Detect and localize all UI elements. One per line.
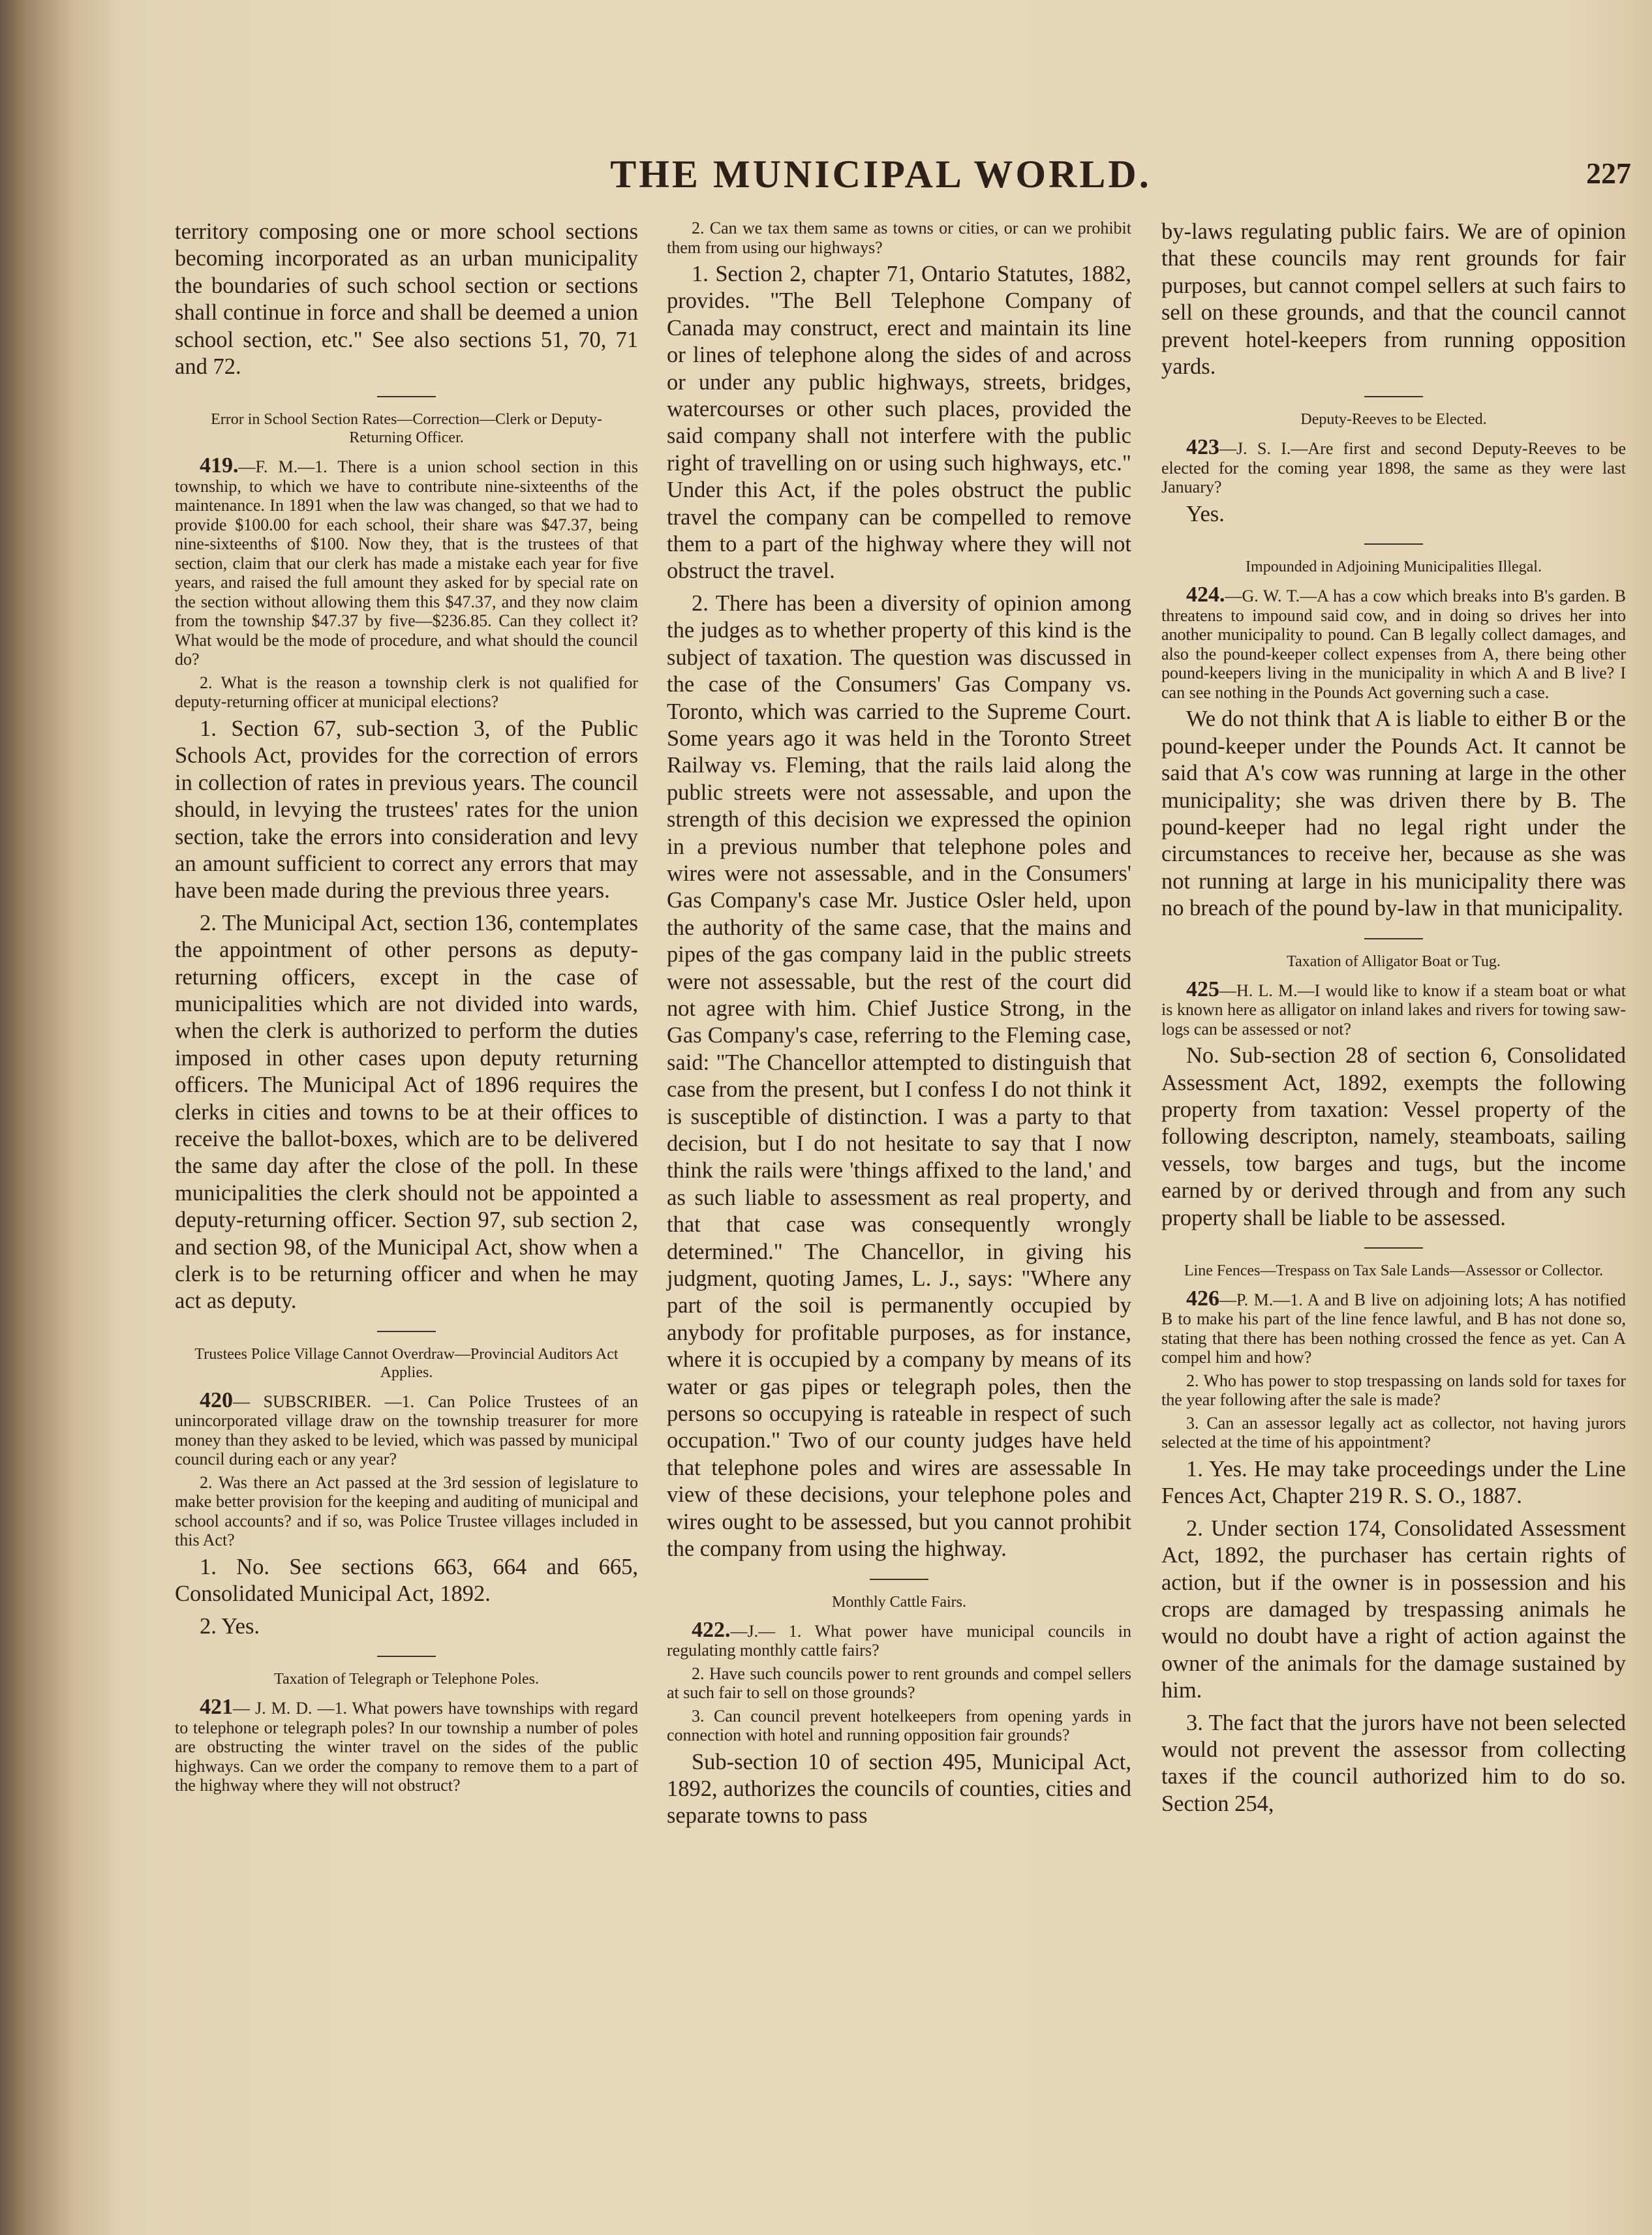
- page-title: THE MUNICIPAL WORLD.: [610, 153, 1152, 196]
- paragraph: territory composing one or more school sections becoming incorporated as an urban municipality the boundaries of such school section or sections shall continue in force and shall be deemed a union school section, etc." See also sections 51, 70, 71 and 72.: [175, 219, 638, 380]
- section-heading: Line Fences—Trespass on Tax Sale Lands—Assessor or Collector.: [1184, 1262, 1604, 1279]
- question-number: 423: [1186, 435, 1219, 460]
- answer: 3. The fact that the jurors have not been selected would not prevent the assessor from collecting taxes if the council authorized him to do so. Section 254,: [1161, 1710, 1626, 1816]
- answer: 2. There has been a diversity of opinion among the judges as to whether property of this kind is the subject of taxation. The question was discussed in the case of the Consumers' Gas Company vs. Toronto, which was carried to the Supreme Court. Some years ago it was held in the Toronto Street Railway vs. Fleming, that the rails laid along the public streets were not assessable, and upon the strength of this decision we expressed the opinion in a previous number that telephone poles and wires were not assessable, and in the Consumers' Gas Company's case Mr. Justice Osler held, upon the authority of the same case, that the mains and pipes of the gas company laid in the public streets were not assessable, but the rest of the court did not agree with him. Chief Justice Strong, in the Gas Company's case, referring to the Fleming case, said: "The Chancellor attempted to distinguish that case from the present, but I confess I do not think it is susceptible of distinction. I was a party to that decision, but I do not hesitate to say that I now think the rails were 'things affixed to the land,' and as such liable to assessment as real property, and that that case was consequently wrongly determined." The Chancellor, in giving his judgment, quoting James, L. J., says: "Where any part of the soil is permanently occupied by anybody for profitable purposes, as for instance, where it is occupied by a company by means of its water or gas pipes or telegraph poles, then the persons so occupying is rateable in respect of such occupation." Two of our county judges have held that telephone poles and wires are assessable In view of these decisions, your telephone poles and wires ought to be assessed, but you cannot prohibit the company from using the highway.: [667, 590, 1131, 1562]
- answer: 1. No. See sections 663, 664 and 665, Consolidated Municipal Act, 1892.: [175, 1554, 638, 1607]
- question-number: 420: [200, 1388, 233, 1412]
- question: [1161, 585, 1626, 702]
- question: [175, 453, 638, 669]
- question: 2. Have such councils power to rent grounds and compel sellers at such fair to sell on those grounds?: [667, 1664, 1131, 1702]
- question: [175, 1388, 638, 1469]
- question: 2. Who has power to stop trespassing on lands sold for taxes for the year following after the sale is made?: [1161, 1371, 1626, 1410]
- question: 3. Can council prevent hotelkeepers from opening yards in connection with hotel and running opposition fair grounds?: [667, 1706, 1131, 1744]
- section-divider: [1364, 938, 1423, 939]
- section-divider: [377, 1656, 436, 1657]
- section-heading: Deputy-Reeves to be Elected.: [1300, 411, 1487, 429]
- answer: 2. Yes.: [200, 1613, 260, 1639]
- question-text: —H. L. M.—I would like to know if a steam boat or what is known here as alligator on inland lakes and rivers for towing saw-logs can be assessed or not?: [1161, 981, 1626, 1039]
- question-number: 426: [1186, 1286, 1219, 1311]
- answer: Yes.: [1186, 501, 1225, 526]
- section-heading: Taxation of Alligator Boat or Tug.: [1287, 952, 1501, 970]
- page-number: 227: [1586, 157, 1631, 190]
- question-number: 419.: [200, 453, 239, 478]
- answer: Sub-section 10 of section 495, Municipal Act, 1892, authorizes the councils of counties, cities and separate towns to pass: [667, 1749, 1131, 1829]
- section-heading: Taxation of Telegraph or Telephone Poles.: [274, 1671, 539, 1688]
- column-1: [175, 219, 638, 1799]
- question: 2. Can we tax them same as towns or cities, or can we prohibit them from using our highways?: [667, 219, 1131, 257]
- section-divider: [1364, 396, 1423, 397]
- section-divider: [377, 1331, 436, 1332]
- answer: 1. Yes. He may take proceedings under the Line Fences Act, Chapter 219 R. S. O., 1887.: [1161, 1456, 1626, 1509]
- answer: 1. Section 67, sub-section 3, of the Public Schools Act, provides for the correction of errors in collection of rates in previous years. The council should, in levying the trustees' rates for the union section, take the errors into consideration and levy an amount sufficient to correct any errors that may have been made during the previous three years.: [175, 716, 638, 904]
- section-divider: [1364, 1247, 1423, 1249]
- question-number: 425: [1186, 977, 1219, 1001]
- question-text: —P. M.—1. A and B live on adjoining lots; A has notified B to make his part of the line fence lawful, and B has not done so, stating that there has been nothing crossed the fence as yet. Can A compel him and how?: [1161, 1290, 1626, 1367]
- answer: We do not think that A is liable to either B or the pound-keeper under the Pounds Act. It cannot be said that A's cow was running at large in the other municipality; she was driven there by B. The pound-keeper had no legal right under the circumstances to receive her, because as she was not running at large in his municipality there was no breach of the pound by-law in that municipality.: [1161, 707, 1626, 921]
- question-number: 424.: [1186, 583, 1225, 607]
- section-heading: Monthly Cattle Fairs.: [832, 1593, 966, 1611]
- question: [1161, 1286, 1626, 1367]
- question: [667, 1617, 1131, 1660]
- section-heading: Impounded in Adjoining Municipalities Illegal.: [1246, 558, 1542, 576]
- answer: No. Sub-section 28 of section 6, Consolidated Assessment Act, 1892, exempts the following property from taxation: Vessel property of the following descripton, namely, steamboats, sailing vessels, tow barges and tugs, but the income earned by or derived through and from any such property shall be liable to be assessed.: [1161, 1043, 1626, 1230]
- section-divider: [1364, 543, 1423, 545]
- section-heading: Error in School Section Rates—Correction—Clerk or Deputy-Returning Officer.: [211, 411, 602, 447]
- question-text: —F. M.—1. There is a union school section in this township, to which we have to contribute nine-sixteenths of the maintenance. In 1891 when the law was changed, so that we had to provide $100.00 for each school, their share was $47.37, being nine-sixteenths of $100. Now they, that is the trustees of that section, claim that our clerk has made a mistake each year for five years, and raised the full amount they asked for by special rate on the section without allowing them this $47.37, and they now claim from the township $47.37 by five—$236.85. Can they collect it? What would be the mode of procedure, and what should the council do?: [175, 457, 638, 669]
- column-3: [1161, 219, 1626, 1823]
- question-number: 422.: [692, 1617, 731, 1642]
- question: 2. Was there an Act passed at the 3rd session of legislature to make better provision for the keeping and auditing of municipal and school accounts? and if so, was Police Trustee villages included in this Act?: [175, 1472, 638, 1550]
- question-text: —J. S. I.—Are first and second Deputy-Reeves to be elected for the coming year 1898, the same as they were last January?: [1161, 439, 1626, 497]
- answer: 1. Section 2, chapter 71, Ontario Statutes, 1882, provides. "The Bell Telephone Company of Canada may construct, erect and maintain its line or lines of telephone along the sides of and across or under any public highways, streets, bridges, watercourses or other such places, provided the said company shall not interfere with the public right of travelling on or using such highways, etc." Under this Act, if the poles obstruct the public travel the company can be compelled to remove them to a part of the highway where they will not obstruct the travel.: [667, 262, 1131, 584]
- answer: 2. Under section 174, Consolidated Assessment Act, 1892, the purchaser has certain rights of action, but if the owner is in possession and his crops are damaged by trespassing animals he would no doubt have a right of action against the owner of the animals for the damage sustained by him.: [1161, 1515, 1626, 1703]
- section-divider: [377, 396, 436, 397]
- column-2: [667, 219, 1131, 1835]
- question-text: —J.— 1. What power have municipal councils in regulating monthly cattle fairs?: [667, 1621, 1131, 1660]
- question-text: — SUBSCRIBER. —1. Can Police Trustees of an unincorporated village draw on the township treasurer for more money than they asked to be levied, which was passed by municipal council during each or any year?: [175, 1391, 638, 1469]
- section-divider: [870, 1579, 928, 1580]
- page-header: [0, 147, 1652, 205]
- question-text: —G. W. T.—A has a cow which breaks into B's garden. B threatens to impound said cow, and in doing so drives her into another municipality to pound. Can B legally collect damages, and also the pound-keeper collect expenses from A, there being other pound-keepers living in the municipality in which A and B live? I can see nothing in the Pounds Act governing such a case.: [1161, 586, 1626, 702]
- answer: by-laws regulating public fairs. We are of opinion that these councils may rent grounds for fair purposes, but cannot compel sellers at such fairs to sell on these grounds, and that the council cannot prevent hotel-keepers from running opposition yards.: [1161, 219, 1626, 380]
- question: 2. What is the reason a township clerk is not qualified for deputy-returning officer at municipal elections?: [175, 673, 638, 712]
- answer: 2. The Municipal Act, section 136, contemplates the appointment of other persons as deputy-returning officers, except in the case of municipalities which are not divided into wards, when the clerk is authorized to perform the duties imposed in other cases upon deputy returning officers. The Municipal Act of 1896 requires the clerks in cities and towns to be at their offices to receive the ballot-boxes, which are to be delivered the same day after the close of the poll. In these municipalities the clerk should not be appointed a deputy-returning officer. Section 97, sub section 2, and section 98, of the Municipal Act, show when a clerk is to be returning officer and when he may act as deputy.: [175, 910, 638, 1314]
- section-heading: Trustees Police Village Cannot Overdraw—Provincial Auditors Act Applies.: [194, 1345, 619, 1381]
- question-number: 421: [200, 1695, 233, 1720]
- question: [1161, 435, 1626, 497]
- question: 3. Can an assessor legally act as collector, not having jurors selected at the time of his appointment?: [1161, 1413, 1626, 1452]
- question: [175, 1697, 638, 1795]
- question-text: — J. M. D. —1. What powers have townships with regard to telephone or telegraph poles? In our township a number of poles are obstructing the winter travel on the sides of the public highways. Can we order the company to remove them to a part of the highway where they will not obstruct?: [175, 1699, 638, 1795]
- question: [1161, 977, 1626, 1039]
